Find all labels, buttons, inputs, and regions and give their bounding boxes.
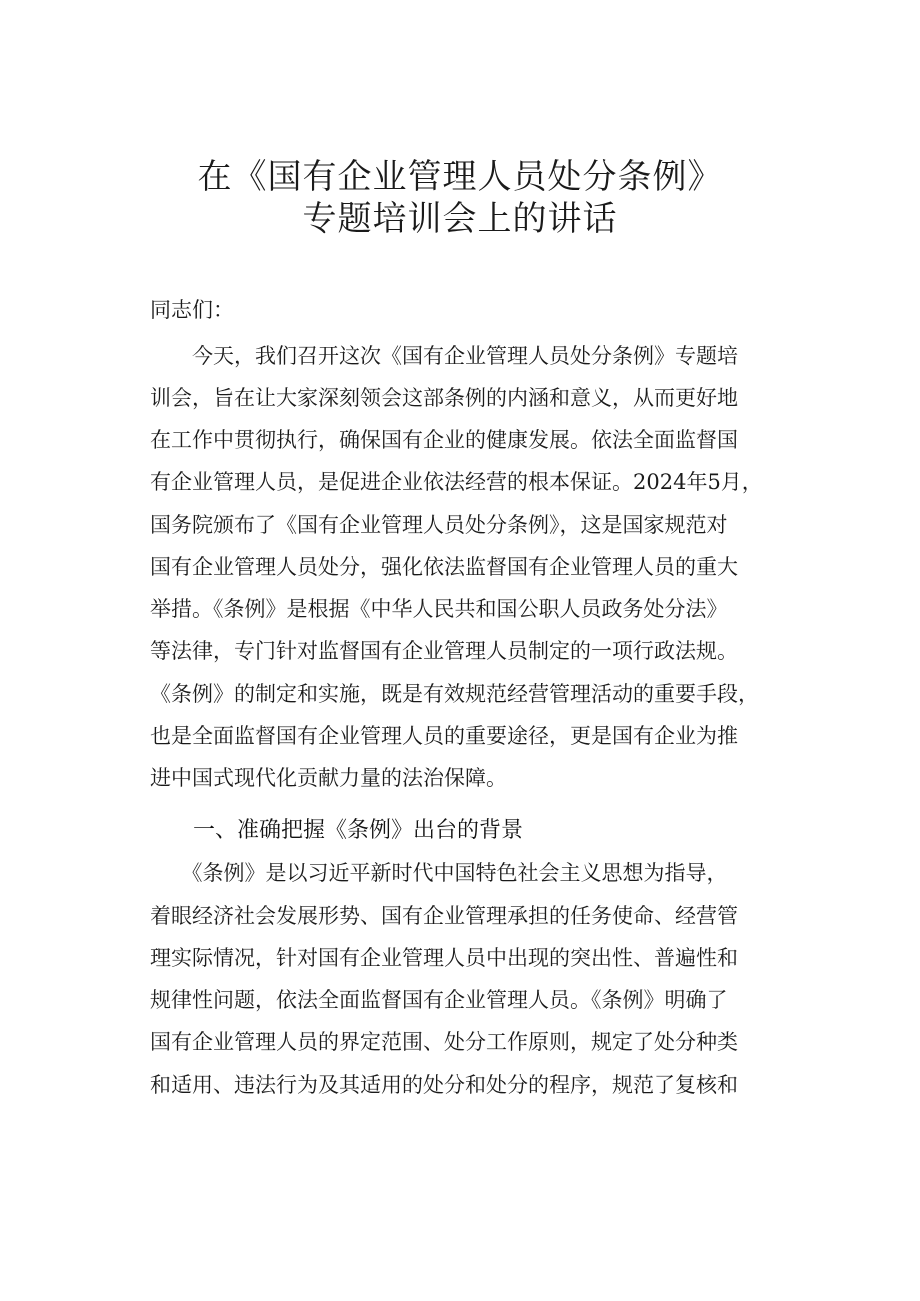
paragraph-line: 进中国式现代化贡献力量的法治保障。 bbox=[150, 766, 507, 790]
paragraph-line: 也是全面监督国有企业管理人员的重要途径，更是国有企业为推 bbox=[150, 724, 738, 748]
paragraph-line: 国有企业管理人员的界定范围、处分工作原则，规定了处分种类 bbox=[150, 1030, 738, 1054]
paragraph-line: 国务院颁布了《国有企业管理人员处分条例》，这是国家规范对 bbox=[150, 513, 728, 537]
paragraph-line: 在工作中贯彻执行，确保国有企业的健康发展。依法全面监督国 bbox=[150, 428, 738, 452]
paragraph-line: 《条例》是以习近平新时代中国特色社会主义思想为指导， bbox=[150, 861, 728, 885]
salutation: 同志们： bbox=[150, 298, 234, 322]
paragraph-line: 理实际情况，针对国有企业管理人员中出现的突出性、普遍性和 bbox=[150, 946, 738, 970]
paragraph-line: 举措。《条例》是根据《中华人民共和国公职人员政务处分法》 bbox=[150, 597, 728, 621]
paragraph-line: 着眼经济社会发展形势、国有企业管理承担的任务使命、经营管 bbox=[150, 904, 738, 928]
paragraph-line: 有企业管理人员，是促进企业依法经营的根本保证。2024年5月， bbox=[150, 470, 763, 494]
paragraph-line: 等法律，专门针对监督国有企业管理人员制定的一项行政法规。 bbox=[150, 639, 738, 663]
paragraph-line: 国有企业管理人员处分，强化依法监督国有企业管理人员的重大 bbox=[150, 555, 738, 579]
document-title-line-1: 在《国有企业管理人员处分条例》 bbox=[197, 157, 723, 197]
paragraph-line: 今天，我们召开这次《国有企业管理人员处分条例》专题培 bbox=[150, 344, 738, 368]
document-title-line-2: 专题培训会上的讲话 bbox=[302, 199, 618, 239]
paragraph-line: 和适用、违法行为及其适用的处分和处分的程序，规范了复核和 bbox=[150, 1073, 738, 1097]
paragraph-line: 训会，旨在让大家深刻领会这部条例的内涵和意义，从而更好地 bbox=[150, 386, 738, 410]
paragraph-line: 规律性问题，依法全面监督国有企业管理人员。《条例》明确了 bbox=[150, 988, 728, 1012]
section-heading: 一、准确把握《条例》出台的背景 bbox=[193, 818, 524, 843]
paragraph-line: 《条例》的制定和实施，既是有效规范经营管理活动的重要手段， bbox=[150, 682, 759, 706]
